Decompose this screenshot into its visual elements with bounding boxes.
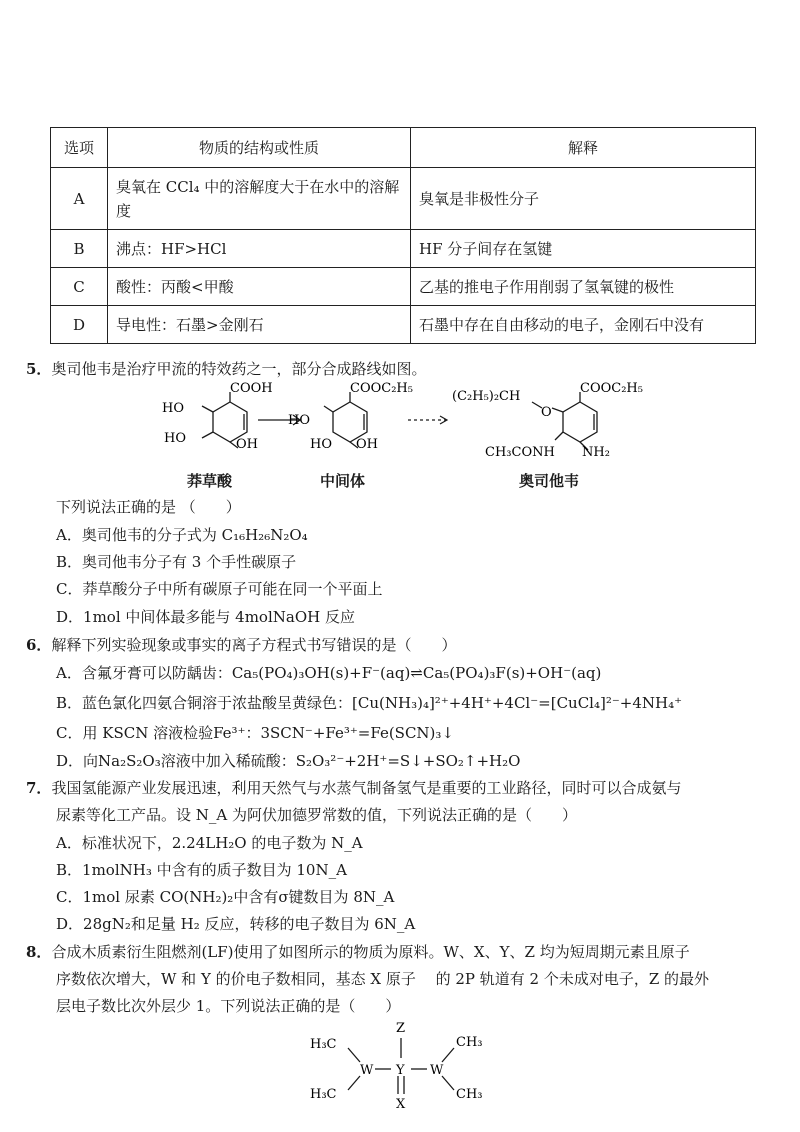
row-explanation: 乙基的推电子作用削弱了氢氧键的极性 [411, 268, 756, 306]
header-explanation: 解释 [411, 128, 756, 168]
row-property: 臭氧在 CCl₄ 中的溶解度大于在水中的溶解度 [108, 168, 411, 230]
q5-option-a: A．奥司他韦的分子式为 C₁₆H₂₆N₂O₄ [56, 526, 308, 544]
cooet-group: COOC₂H₅ [580, 381, 643, 396]
atom-w-right: W [430, 1063, 444, 1078]
row-explanation: 臭氧是非极性分子 [411, 168, 756, 230]
oseltamivir-structure [532, 392, 597, 450]
question-6-stem: 6．解释下列实验现象或事实的离子方程式书写错误的是（ ） [26, 636, 457, 654]
label-shikimic-acid: 莽草酸 [187, 472, 233, 490]
atom-y: Y [396, 1063, 405, 1078]
diethylmethyl-group: (C₂H₅)₂CH [452, 389, 521, 404]
table-header-row [51, 128, 756, 168]
ho-group: HO [164, 431, 186, 446]
row-option: B [51, 230, 108, 268]
q7-option-b: B．1molNH₃ 中含有的质子数目为 10N_A [56, 861, 347, 879]
q6-option-a: A．含氟牙膏可以防龋齿：Ca₅(PO₄)₃OH(s)+F⁻(aq)⇌Ca₅(PO₄)₃F(s)+OH⁻(aq) [56, 664, 602, 682]
q6-option-c: C．用 KSCN 溶液检验Fe³⁺：3SCN⁻+Fe³⁺=Fe(SCN)₃↓ [56, 724, 454, 742]
ether-oxygen: O [541, 405, 552, 420]
row-option: C [51, 268, 108, 306]
q5-option-d: D．1mol 中间体最多能与 4molNaOH 反应 [56, 608, 355, 626]
question-8-stem-line2: 序数依次增大，W 和 Y 的价电子数相同，基态 X 原子 的 2P 轨道有 2 个未成对电子，Z 的最外 [56, 970, 710, 988]
ho-group: HO [288, 413, 310, 428]
table-row [51, 230, 756, 268]
q6-option-b: B．蓝色氯化四氨合铜溶于浓盐酸呈黄绿色：[Cu(NH₃)₄]²⁺+4H⁺+4Cl⁻=[CuCl₄]²⁻+4NH₄⁺ [56, 694, 683, 712]
options-table [50, 127, 756, 344]
oh-group: OH [236, 437, 258, 452]
table-row [51, 306, 756, 344]
q7-option-a: A．标准状况下，2.24LH₂O 的电子数为 N_A [56, 834, 363, 852]
atom-x: X [396, 1097, 406, 1112]
question-5-stem: 5．奥司他韦是治疗甲流的特效药之一，部分合成路线如图。 [26, 360, 427, 378]
label-oseltamivir: 奥司他韦 [519, 472, 580, 490]
question-5-ask: 下列说法正确的是 （ ） [56, 498, 241, 516]
methyl-group: CH₃ [456, 1087, 483, 1102]
row-option: D [51, 306, 108, 344]
table-row [51, 268, 756, 306]
oh-group: OH [356, 437, 378, 452]
label-intermediate: 中间体 [320, 472, 366, 490]
amino-group: NH₂ [582, 445, 610, 460]
atom-z: Z [396, 1021, 406, 1036]
q7-option-c: C．1mol 尿素 CO(NH₂)₂中含有σ键数目为 8N_A [56, 888, 395, 906]
cooh-group: COOH [230, 381, 273, 396]
ho-group: HO [310, 437, 332, 452]
multi-step-arrow [408, 416, 447, 424]
header-property: 物质的结构或性质 [108, 128, 411, 168]
acetamido-group: CH₃CONH [485, 445, 555, 460]
q6-option-d: D．向Na₂S₂O₃溶液中加入稀硫酸：S₂O₃²⁻+2H⁺=S↓+SO₂↑+H₂O [56, 752, 521, 770]
row-property: 沸点：HF>HCl [108, 230, 411, 268]
q7-option-d: D．28gN₂和足量 H₂ 反应，转移的电子数目为 6N_A [56, 915, 416, 933]
synthesis-route-diagram [150, 380, 670, 470]
methyl-group: CH₃ [456, 1035, 483, 1050]
question-8-stem: 8．合成木质素衍生阻燃剂(LF)使用了如图所示的物质为原料。W、X、Y、Z 均为短周期元素且原子 [26, 943, 690, 961]
row-explanation: 石墨中存在自由移动的电子，金刚石中没有 [411, 306, 756, 344]
row-explanation: HF 分子间存在氢键 [411, 230, 756, 268]
lf-structure-diagram [300, 1018, 520, 1130]
row-option: A [51, 168, 108, 230]
ho-group: HO [162, 401, 184, 416]
q5-option-c: C．莽草酸分子中所有碳原子可能在同一个平面上 [56, 580, 383, 598]
question-7-stem: 7．我国氢能源产业发展迅速，利用天然气与水蒸气制备氢气是重要的工业路径，同时可以合成氨与 [26, 779, 682, 797]
methyl-group: H₃C [310, 1087, 337, 1102]
q5-option-b: B．奥司他韦分子有 3 个手性碳原子 [56, 553, 297, 571]
atom-w-left: W [360, 1063, 374, 1078]
header-option: 选项 [51, 128, 108, 168]
row-property: 酸性：丙酸<甲酸 [108, 268, 411, 306]
question-7-stem-line2: 尿素等化工产品。设 N_A 为阿伏加德罗常数的值，下列说法正确的是（ ） [56, 806, 577, 824]
cooet-group: COOC₂H₅ [350, 381, 413, 396]
table-row [51, 168, 756, 230]
question-8-stem-line3: 层电子数比次外层少 1。下列说法正确的是（ ） [56, 997, 401, 1015]
row-property: 导电性：石墨>金刚石 [108, 306, 411, 344]
methyl-group: H₃C [310, 1037, 337, 1052]
